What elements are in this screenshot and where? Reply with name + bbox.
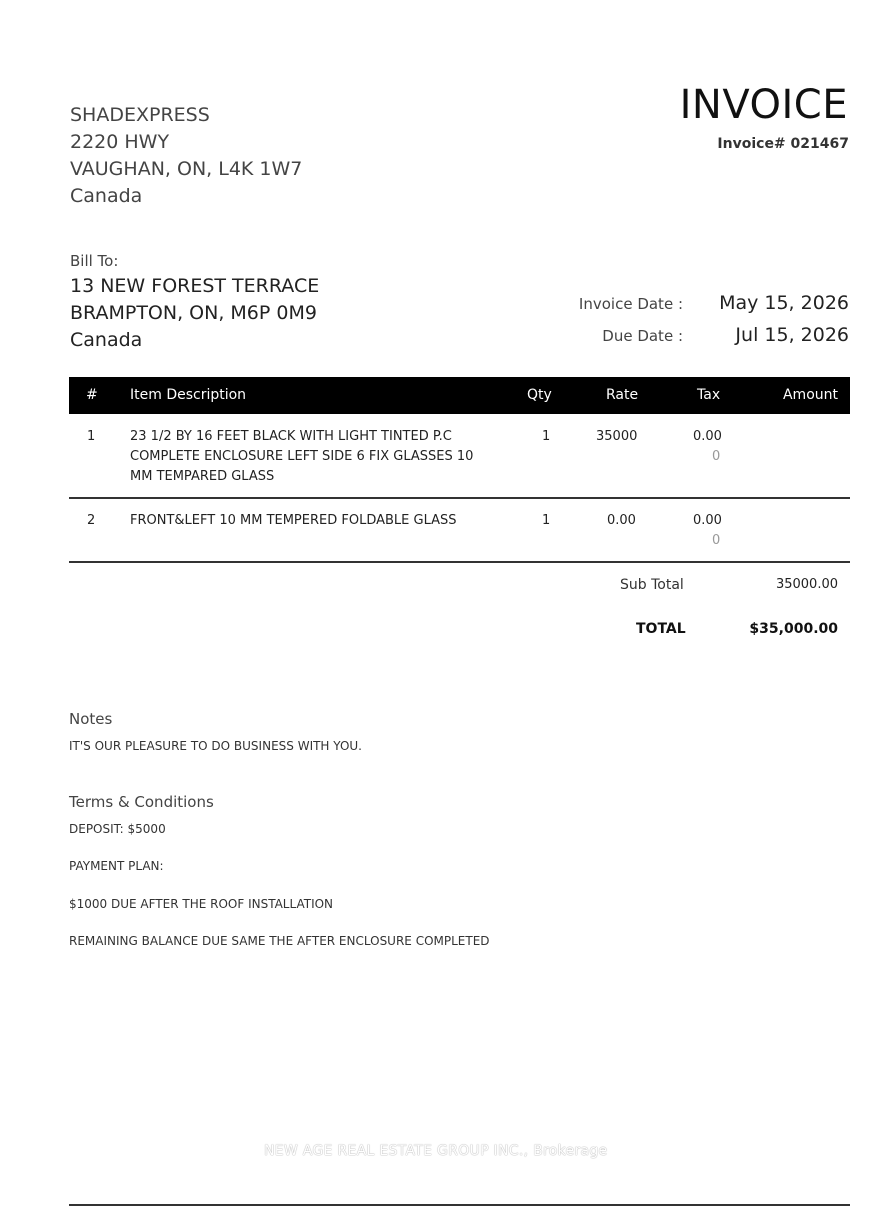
row-number: 2: [87, 513, 96, 528]
header-tax: Tax: [697, 387, 721, 403]
company-address-line1: 2220 HWY: [70, 131, 170, 153]
subtotal-value: 35000.00: [775, 577, 838, 592]
header-number: #: [86, 387, 98, 403]
terms-line: PAYMENT PLAN:: [69, 859, 164, 873]
company-address-line2: VAUGHAN, ON, L4K 1W7: [70, 158, 303, 180]
company-address: [70, 102, 302, 210]
row-number: 1: [87, 429, 96, 444]
header-amount: Amount: [782, 387, 838, 403]
invoice-date-label: Invoice Date :: [578, 295, 683, 313]
header-qty: Qty: [527, 387, 552, 403]
footer-divider: [69, 1204, 850, 1206]
notes-heading: Notes: [69, 710, 113, 728]
row-qty: 1: [542, 513, 551, 528]
invoice-title: INVOICE: [679, 82, 848, 128]
subtotal-label: Sub Total: [620, 577, 684, 593]
company-name: SHADEXPRESS: [70, 104, 210, 126]
bill-to-country: Canada: [70, 329, 143, 351]
total-value: $35,000.00: [749, 621, 838, 637]
total-label: TOTAL: [636, 621, 686, 637]
terms-line: REMAINING BALANCE DUE SAME THE AFTER ENCLOSURE COMPLETED: [69, 934, 490, 948]
due-date-value: Jul 15, 2026: [735, 324, 849, 346]
bill-to-address: [70, 273, 319, 354]
row-qty: 1: [542, 429, 551, 444]
row-tax: 0.00: [693, 429, 722, 444]
row-tax: 0.00: [693, 513, 722, 528]
bill-to-line1: 13 NEW FOREST TERRACE: [70, 275, 320, 297]
row-rate: 0.00: [607, 513, 636, 528]
terms-line: $1000 DUE AFTER THE ROOF INSTALLATION: [69, 897, 334, 911]
bill-to-line2: BRAMPTON, ON, M6P 0M9: [70, 302, 317, 324]
row-rate: 35000: [596, 429, 638, 444]
terms-heading: Terms & Conditions: [69, 793, 214, 811]
invoice-number: Invoice# 021467: [717, 136, 849, 152]
brokerage-watermark: NEW AGE REAL ESTATE GROUP INC., Brokerage: [264, 1143, 608, 1159]
row-description: 23 1/2 BY 16 FEET BLACK WITH LIGHT TINTED P.C COMPLETE ENCLOSURE LEFT SIDE 6 FIX GLASSES 10 MM TEMPARED GLASS: [130, 429, 474, 484]
company-country: Canada: [70, 185, 143, 207]
header-description: Item Description: [130, 387, 247, 403]
due-date-label: Due Date :: [602, 327, 683, 345]
row-tax-sub: 0: [712, 533, 721, 548]
header-rate: Rate: [606, 387, 639, 403]
row-divider: [69, 497, 850, 499]
row-tax-sub: 0: [712, 449, 721, 464]
table-bottom-divider: [69, 561, 850, 563]
notes-text: IT'S OUR PLEASURE TO DO BUSINESS WITH YOU.: [69, 739, 362, 753]
row-description: FRONT&LEFT 10 MM TEMPERED FOLDABLE GLASS: [130, 513, 457, 528]
terms-line: DEPOSIT: $5000: [69, 822, 166, 836]
invoice-date-value: May 15, 2026: [719, 292, 849, 314]
bill-to-label: Bill To:: [70, 252, 119, 270]
items-table-header: [69, 377, 850, 414]
